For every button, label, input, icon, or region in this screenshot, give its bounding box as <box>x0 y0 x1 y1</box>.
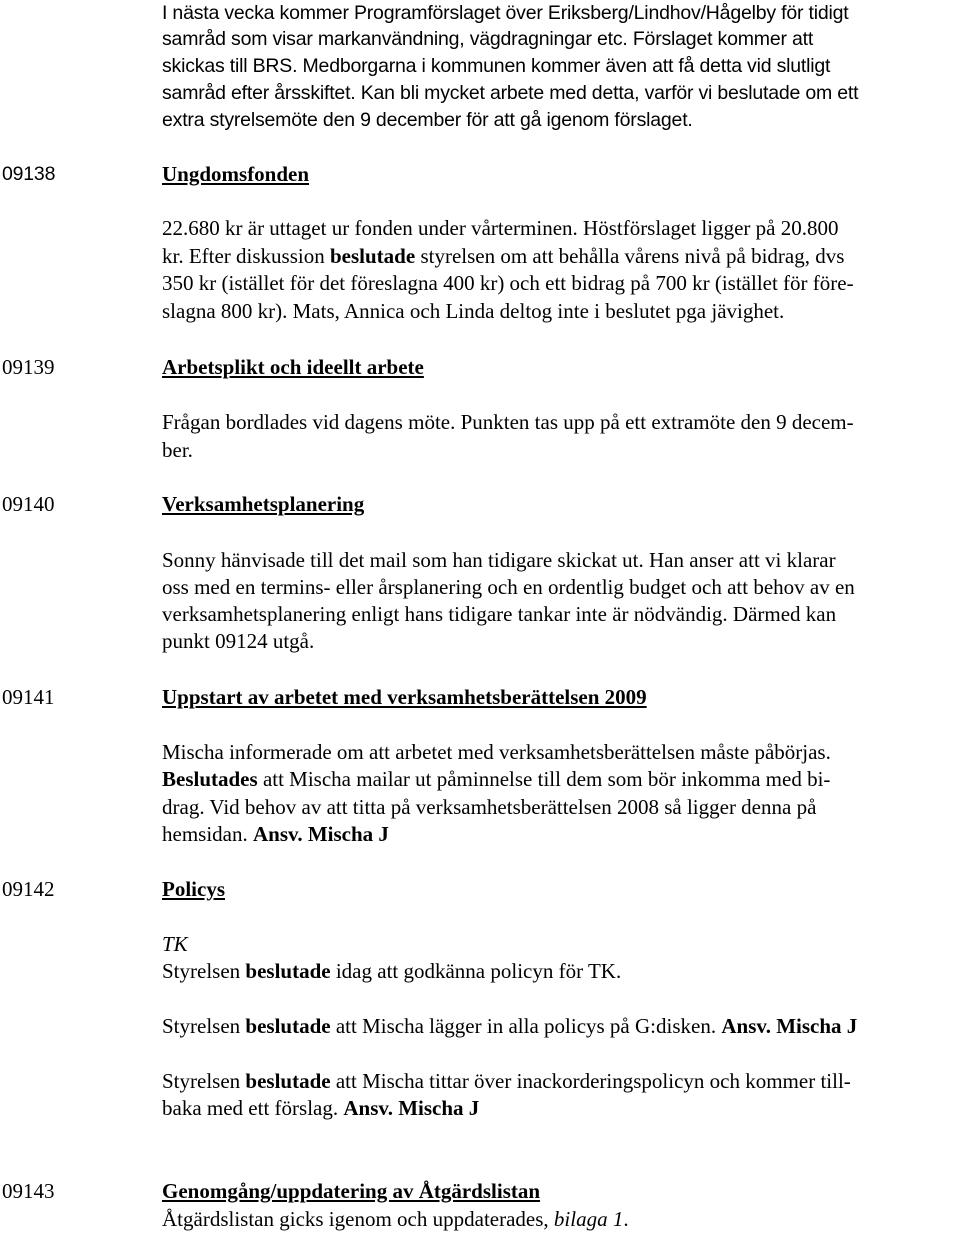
responsible-person: Ansv. Mischa J <box>343 1096 480 1120</box>
s09142-decision-1 <box>162 958 621 984</box>
text-run: styrelsen om att behålla vårens nivå på bidrag, dvs <box>415 244 845 268</box>
s09143-line-1 <box>162 1206 629 1232</box>
s09141-line-3: drag. Vid behov av att titta på verksamhetsberättelsen 2008 så ligger denna på <box>162 795 817 819</box>
section-title-uppstart: Uppstart av arbetet med verksamhetsberättelsen 2009 <box>162 685 647 709</box>
section-title-verksamhetsplanering: Verksamhetsplanering <box>162 492 365 516</box>
text-run: idag att godkänna policyn för TK. <box>330 959 622 983</box>
intro-line-4: samråd efter årsskiftet. Kan bli mycket arbete med detta, varför vi beslutade om ett <box>162 82 859 104</box>
responsible-person: Ansv. Mischa J <box>721 1014 858 1038</box>
text-run: Styrelsen <box>162 959 246 983</box>
section-number-09140: 09140 <box>2 492 55 516</box>
s09138-line-4: slagna 800 kr). Mats, Annica och Linda deltog inte i beslutet pga jävighet. <box>162 299 785 323</box>
s09141-line-4 <box>162 821 389 847</box>
attachment-reference: bilaga 1 <box>553 1207 624 1231</box>
section-title-policys: Policys <box>162 877 225 901</box>
section-number-09142: 09142 <box>2 877 55 901</box>
section-title-genomgang: Genomgång/uppdatering av Åtgärdslistan <box>162 1179 541 1203</box>
s09142-decision-3 <box>162 1068 851 1094</box>
s09140-line-3: verksamhetsplanering enligt hans tidigare tankar inte är nödvändig. Därmed kan <box>162 602 837 626</box>
intro-line-1: I nästa vecka kommer Programförslaget över Eriksberg/Lindhov/Hågelby för tidigt <box>162 2 849 24</box>
s09142-decision-3-cont <box>162 1095 479 1121</box>
s09138-line-1: 22.680 kr är uttaget ur fonden under vårterminen. Höstförslaget ligger på 20.800 <box>162 216 839 240</box>
intro-line-3: skickas till BRS. Medborgarna i kommunen kommer även att få detta vid slutligt <box>162 55 831 77</box>
intro-line-2: samråd som visar markanvändning, vägdragningar etc. Förslaget kommer att <box>162 28 814 50</box>
s09142-decision-2 <box>162 1013 857 1039</box>
emphasis-decision: beslutade <box>245 1014 331 1038</box>
s09138-line-2 <box>162 243 844 269</box>
text-run: Styrelsen <box>162 1069 246 1093</box>
s09141-line-2 <box>162 766 830 792</box>
subheading-tk: TK <box>162 932 188 956</box>
responsible-person: Ansv. Mischa J <box>252 822 389 846</box>
s09142-subheading <box>162 931 188 957</box>
text-run: . <box>623 1207 629 1231</box>
emphasis-decision: beslutade <box>330 244 416 268</box>
s09140-line-4: punkt 09124 utgå. <box>162 629 315 653</box>
section-title-ungdomsfonden: Ungdomsfonden <box>162 162 310 186</box>
s09139-line-2: ber. <box>162 438 193 462</box>
text-run: kr. Efter diskussion <box>162 244 330 268</box>
text-run: baka med ett förslag. <box>162 1096 344 1120</box>
text-run: att Mischa mailar ut påminnelse till dem som bör inkomma med bi- <box>257 767 831 791</box>
text-run: hemsidan. <box>162 822 253 846</box>
section-number-09141: 09141 <box>2 685 55 709</box>
text-run: att Mischa lägger in alla policys på G:disken. <box>330 1014 722 1038</box>
section-number-09138: 09138 <box>2 163 56 185</box>
text-run: Styrelsen <box>162 1014 246 1038</box>
s09141-line-1: Mischa informerade om att arbetet med verksamhetsberättelsen måste påbörjas. <box>162 740 831 764</box>
s09138-line-3: 350 kr (istället för det föreslagna 400 kr) och ett bidrag på 700 kr (istället för före- <box>162 271 854 295</box>
emphasis-decision: beslutade <box>245 1069 331 1093</box>
s09140-line-2: oss med en termins- eller årsplanering och en ordentlig budget och att behov av en <box>162 575 855 599</box>
s09140-line-1: Sonny hänvisade till det mail som han tidigare skickat ut. Han anser att vi klarar <box>162 548 836 572</box>
section-number-09139: 09139 <box>2 355 55 379</box>
s09139-line-1: Frågan bordlades vid dagens möte. Punkten tas upp på ett extramöte den 9 decem- <box>162 410 854 434</box>
intro-line-5: extra styrelsemöte den 9 december för att gå igenom förslaget. <box>162 109 693 131</box>
section-number-09143: 09143 <box>2 1179 55 1203</box>
emphasis-decision: Beslutades <box>162 767 258 791</box>
text-run: Åtgärdslistan gicks igenom och uppdaterades, <box>162 1207 554 1231</box>
section-title-arbetsplikt: Arbetsplikt och ideellt arbete <box>162 355 424 379</box>
text-run: att Mischa tittar över inackorderingspolicyn och kommer till- <box>330 1069 851 1093</box>
emphasis-decision: beslutade <box>245 959 331 983</box>
